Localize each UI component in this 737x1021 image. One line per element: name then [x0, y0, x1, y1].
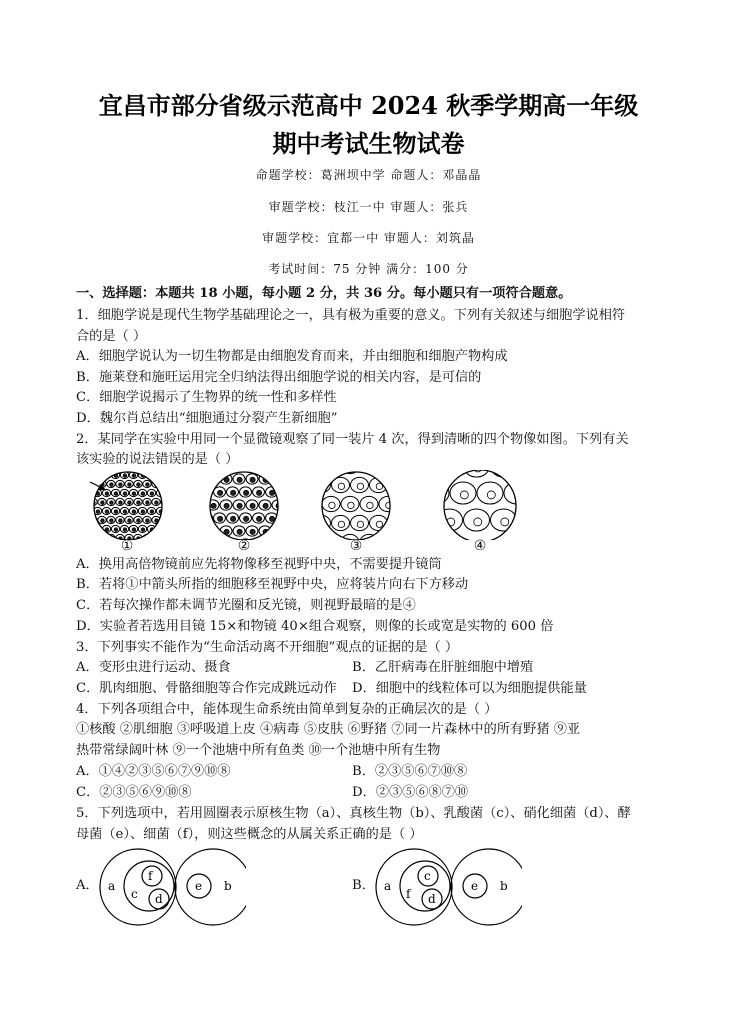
cell-shape	[89, 498, 97, 505]
cell-nucleus	[168, 510, 172, 514]
cell-nucleus	[283, 490, 288, 495]
cell-nucleus	[114, 492, 118, 496]
cell-shape	[272, 526, 284, 536]
cell-nucleus	[211, 477, 216, 482]
venn-letter: e	[471, 879, 479, 893]
cell-nucleus	[270, 516, 275, 521]
cell-shape	[84, 471, 92, 478]
venn-letter: c	[131, 887, 138, 901]
q4-option-a: A．①④②③⑤⑥⑦⑨⑩⑧	[76, 764, 231, 779]
cell-shape	[161, 480, 169, 487]
cell-shape	[279, 487, 291, 497]
cell-nucleus	[164, 483, 168, 487]
cell-nucleus	[132, 492, 136, 496]
cell-nucleus	[141, 510, 145, 514]
q4-stem: 4．下列各项组合中，能体现生命系统由简单到复杂的正确层次的是（ ）	[76, 702, 498, 717]
cell-nucleus	[310, 470, 316, 471]
venn-letter: f	[406, 887, 411, 901]
cell-nucleus	[150, 474, 154, 478]
q5-option-a-label: A．	[76, 878, 99, 893]
cell-nucleus	[205, 490, 210, 495]
q2-stem: 2．某同学在实验中用同一个显微镜观察了同一装片 4 次，得到清晰的四个物像如图。下列有关	[76, 432, 629, 447]
cell-nucleus	[87, 528, 91, 532]
cell-nucleus	[128, 519, 132, 523]
cell-shape	[165, 507, 173, 514]
cell-shape	[161, 516, 169, 523]
q2-option-c: C．若每次操作都未调节光圈和反光镜，则视野最暗的是④	[76, 598, 416, 613]
cell-nucleus	[110, 483, 114, 487]
venn-letter: a	[108, 879, 116, 893]
cell-nucleus	[338, 483, 344, 489]
cell-shape	[165, 489, 173, 496]
cell-shape	[165, 525, 173, 532]
cell-nucleus	[128, 501, 132, 505]
figure-label-2: ②	[237, 538, 251, 554]
cell-nucleus	[357, 521, 363, 527]
cell-shape	[207, 474, 219, 484]
q1-option-b: B．施莱登和施旺运用完全归纳法得出细胞学说的相关内容，是可信的	[76, 370, 482, 385]
q2-option-d: D．实验者若选用目镜 15×和物镜 40×组合观察，则像的长或宽是实物的 600 倍	[76, 619, 554, 634]
microscope-view-2	[194, 470, 291, 540]
section-heading: 一、选择题：本题共 18 小题，每小题 2 分，共 36 分。每小题只有一项符合题意。	[76, 286, 572, 301]
cell-nucleus	[250, 477, 255, 482]
cell-nucleus	[101, 501, 105, 505]
cell-nucleus	[205, 516, 210, 521]
cell-nucleus	[92, 537, 96, 540]
cell-nucleus	[395, 483, 401, 489]
cell-shape	[322, 470, 340, 474]
cell-nucleus	[119, 519, 123, 523]
cell-nucleus	[164, 519, 168, 523]
cell-nucleus	[367, 470, 373, 471]
venn-diagram-a	[96, 848, 246, 928]
venn-letter: f	[148, 869, 153, 883]
cell-shape	[156, 471, 164, 478]
cell-nucleus	[123, 492, 127, 496]
cell-shape	[93, 471, 101, 478]
figure-label-4: ④	[473, 538, 487, 554]
cell-nucleus	[155, 537, 159, 540]
cell-nucleus	[83, 519, 87, 523]
venn-letter: e	[195, 879, 203, 893]
cell-nucleus	[376, 521, 382, 527]
cell-shape	[161, 534, 169, 540]
meta-line: 审题学校：宜都一中 审题人：刘筑晶	[262, 231, 475, 245]
cell-nucleus	[224, 503, 229, 508]
cell-nucleus	[367, 502, 373, 508]
venn-diagram-b	[372, 848, 522, 928]
cell-nucleus	[276, 529, 281, 534]
cell-shape	[504, 482, 530, 504]
cell-shape	[165, 471, 173, 478]
cell-nucleus	[101, 537, 105, 540]
cell-nucleus	[329, 470, 335, 471]
cell-nucleus	[319, 521, 325, 527]
cell-nucleus	[168, 528, 172, 532]
venn-letter: b	[224, 879, 232, 893]
cell-nucleus	[146, 519, 150, 523]
cell-nucleus	[146, 537, 150, 540]
cell-nucleus	[487, 491, 495, 499]
cell-shape	[227, 470, 239, 471]
cell-nucleus	[159, 528, 163, 532]
cell-shape	[253, 470, 265, 471]
cell-shape	[201, 487, 213, 497]
cell-nucleus	[114, 510, 118, 514]
q5-stem: 5．下列选项中，若用圆圈表示原核生物（a）、真核生物（b）、乳酸菌（c）、硝化细菌（d）、酵	[76, 806, 631, 821]
cell-nucleus	[329, 502, 335, 508]
figure-label-3: ③	[349, 538, 363, 554]
cell-shape	[89, 534, 97, 540]
cell-shape	[240, 470, 252, 471]
cell-nucleus	[501, 518, 509, 526]
cell-nucleus	[114, 528, 118, 532]
cell-nucleus	[386, 470, 392, 471]
cell-nucleus	[211, 529, 216, 534]
cell-shape	[194, 526, 206, 536]
cell-shape	[147, 471, 155, 478]
cell-nucleus	[168, 474, 172, 478]
cell-nucleus	[433, 491, 441, 499]
cell-nucleus	[96, 510, 100, 514]
cell-nucleus	[128, 483, 132, 487]
cell-nucleus	[132, 510, 136, 514]
cell-nucleus	[105, 492, 109, 496]
microscope-view-3	[303, 470, 407, 540]
cell-shape	[303, 534, 321, 540]
cell-shape	[156, 525, 164, 532]
cell-shape	[98, 534, 106, 540]
cell-nucleus	[123, 474, 127, 478]
microscope-view-4	[423, 470, 530, 540]
cell-shape	[279, 539, 291, 540]
cell-shape	[437, 470, 463, 477]
cell-shape	[84, 489, 92, 496]
cell-shape	[389, 477, 407, 492]
cell-shape	[214, 470, 226, 471]
cell-nucleus	[83, 483, 87, 487]
cell-nucleus	[141, 528, 145, 532]
venn-letter: a	[384, 879, 392, 893]
cell-nucleus	[137, 501, 141, 505]
q2-option-a: A．换用高倍物镜前应先将物像移至视野中央，不需要提升镜筒	[76, 557, 442, 572]
cell-shape	[279, 513, 291, 523]
cell-shape	[379, 534, 397, 540]
cell-nucleus	[319, 483, 325, 489]
cell-nucleus	[132, 474, 136, 478]
cell-nucleus	[338, 521, 344, 527]
cell-nucleus	[348, 470, 354, 471]
cell-shape	[266, 539, 278, 540]
q2-stem-cont: 该实验的说法错误的是（ ）	[76, 452, 239, 467]
q3-option-a: A．变形虫进行运动、摄食	[76, 660, 231, 675]
cell-nucleus	[348, 502, 354, 508]
cell-nucleus	[501, 470, 509, 472]
q1-stem-cont: 合的是（ ）	[76, 329, 147, 344]
cell-shape	[272, 474, 284, 484]
cell-shape	[84, 507, 92, 514]
cell-shape	[194, 500, 206, 510]
q5-stem-cont: 母菌（e）、细菌（f），则这些概念的从属关系正确的是（ ）	[76, 827, 423, 842]
cell-shape	[322, 534, 340, 540]
q4-option-c: C．②③⑤⑥⑨⑩⑧	[76, 785, 192, 800]
figure-label-1: ①	[120, 538, 134, 554]
q4-items-cont: 热带常绿阔叶林 ⑨一个池塘中所有鱼类 ⑩一个池塘中所有生物	[76, 743, 441, 758]
cell-shape	[266, 470, 278, 471]
q4-items: ①核酸 ②肌细胞 ③呼吸道上皮 ④病毒 ⑤皮肤 ⑥野猪 ⑦同一片森林中的所有野猪 ⑨亚	[76, 722, 581, 737]
cell-shape	[214, 539, 226, 540]
q4-option-b: B．②③⑤⑥⑦⑩⑧	[352, 764, 468, 779]
cell-nucleus	[218, 490, 223, 495]
cell-shape	[379, 470, 397, 474]
cell-shape	[194, 474, 206, 484]
cell-nucleus	[123, 510, 127, 514]
q1-stem: 1．细胞学说是现代生物学基础理论之一，具有极为重要的意义。下列有关叙述与细胞学说相符	[76, 308, 626, 323]
cell-nucleus	[105, 510, 109, 514]
q3-option-d: D．细胞中的线粒体可以为细胞提供能量	[352, 681, 587, 696]
cell-shape	[313, 477, 331, 492]
venn-letter: b	[500, 879, 508, 893]
cell-shape	[389, 515, 407, 530]
cell-nucleus	[310, 502, 316, 508]
cell-nucleus	[123, 528, 127, 532]
venn-letter: c	[424, 869, 431, 883]
cell-nucleus	[386, 502, 392, 508]
cell-nucleus	[132, 528, 136, 532]
cell-nucleus	[474, 518, 482, 526]
cell-nucleus	[237, 477, 242, 482]
cell-shape	[313, 515, 331, 530]
cell-nucleus	[250, 529, 255, 534]
cell-shape	[84, 525, 92, 532]
cell-nucleus	[146, 483, 150, 487]
cell-nucleus	[110, 501, 114, 505]
cell-shape	[303, 470, 321, 474]
cell-nucleus	[137, 483, 141, 487]
cell-nucleus	[237, 529, 242, 534]
cell-nucleus	[87, 492, 91, 496]
venn-letter: d	[155, 892, 163, 906]
cell-nucleus	[119, 501, 123, 505]
meta-line: 审题学校：枝江一中 审题人：张兵	[268, 200, 469, 214]
q3-option-b: B．乙肝病毒在肝脏细胞中增殖	[352, 660, 534, 675]
cell-nucleus	[237, 503, 242, 508]
cell-nucleus	[257, 490, 262, 495]
cell-nucleus	[198, 529, 203, 534]
cell-nucleus	[244, 516, 249, 521]
cell-nucleus	[92, 519, 96, 523]
cell-shape	[423, 482, 449, 504]
cell-nucleus	[263, 503, 268, 508]
cell-shape	[279, 470, 291, 471]
cell-nucleus	[96, 528, 100, 532]
cell-nucleus	[198, 503, 203, 508]
q3-option-c: C．肌肉细胞、骨骼细胞等合作完成跳远动作	[76, 681, 337, 696]
cell-nucleus	[146, 501, 150, 505]
q4-option-d: D．②③⑤⑥⑧⑦⑩	[352, 785, 469, 800]
cell-nucleus	[87, 474, 91, 478]
cell-nucleus	[150, 510, 154, 514]
exam-title: 宜昌市部分省级示范高中 2024 秋季学期高一年级	[98, 91, 639, 120]
cell-nucleus	[244, 490, 249, 495]
microscope-views-figure	[76, 470, 536, 540]
cell-shape	[303, 496, 321, 511]
cell-shape	[80, 498, 88, 505]
meta-line: 命题学校：葛洲坝中学 命题人：邓晶晶	[255, 168, 482, 182]
cell-nucleus	[231, 490, 236, 495]
cell-nucleus	[211, 503, 216, 508]
cell-nucleus	[357, 483, 363, 489]
cell-nucleus	[395, 521, 401, 527]
cell-nucleus	[137, 519, 141, 523]
q2-option-b: B．若将①中箭头所指的细胞移至视野中央，应将装片向右下方移动	[76, 577, 469, 592]
cell-nucleus	[96, 474, 100, 478]
cell-nucleus	[164, 501, 168, 505]
venn-letter: d	[428, 892, 436, 906]
cell-nucleus	[164, 537, 168, 540]
cell-shape	[80, 480, 88, 487]
cell-nucleus	[283, 516, 288, 521]
cell-nucleus	[257, 516, 262, 521]
cell-nucleus	[447, 470, 455, 472]
cell-nucleus	[119, 483, 123, 487]
cell-shape	[201, 539, 213, 540]
cell-nucleus	[105, 474, 109, 478]
cell-nucleus	[101, 519, 105, 523]
cell-nucleus	[83, 501, 87, 505]
cell-nucleus	[276, 477, 281, 482]
q1-option-a: A．细胞学说认为一切生物都是由细胞发育而来，并由细胞和细胞产物构成	[76, 349, 508, 364]
cell-nucleus	[168, 492, 172, 496]
cell-nucleus	[83, 537, 87, 540]
q1-option-d: D．魏尔肖总结出“细胞通过分裂产生新细胞”	[76, 411, 338, 426]
cell-nucleus	[159, 474, 163, 478]
cell-shape	[201, 470, 213, 471]
cell-nucleus	[150, 492, 154, 496]
cell-nucleus	[110, 519, 114, 523]
cell-nucleus	[87, 510, 91, 514]
exam-info: 考试时间：75 分钟 满分：100 分	[268, 262, 469, 276]
cell-shape	[152, 534, 160, 540]
cell-nucleus	[141, 492, 145, 496]
q3-stem: 3．下列事实不能作为“生命活动离不开细胞”观点的证据的是（ ）	[76, 640, 459, 655]
exam-subtitle: 期中考试生物试卷	[272, 129, 465, 158]
cell-shape	[80, 534, 88, 540]
cell-nucleus	[250, 503, 255, 508]
q1-option-c: C．细胞学说揭示了生物界的统一性和多样性	[76, 390, 337, 405]
cell-nucleus	[231, 516, 236, 521]
cell-nucleus	[460, 491, 468, 499]
q5-option-b-label: B．	[352, 878, 375, 893]
cell-nucleus	[155, 501, 159, 505]
cell-nucleus	[198, 477, 203, 482]
cell-nucleus	[218, 516, 223, 521]
cell-shape	[80, 516, 88, 523]
